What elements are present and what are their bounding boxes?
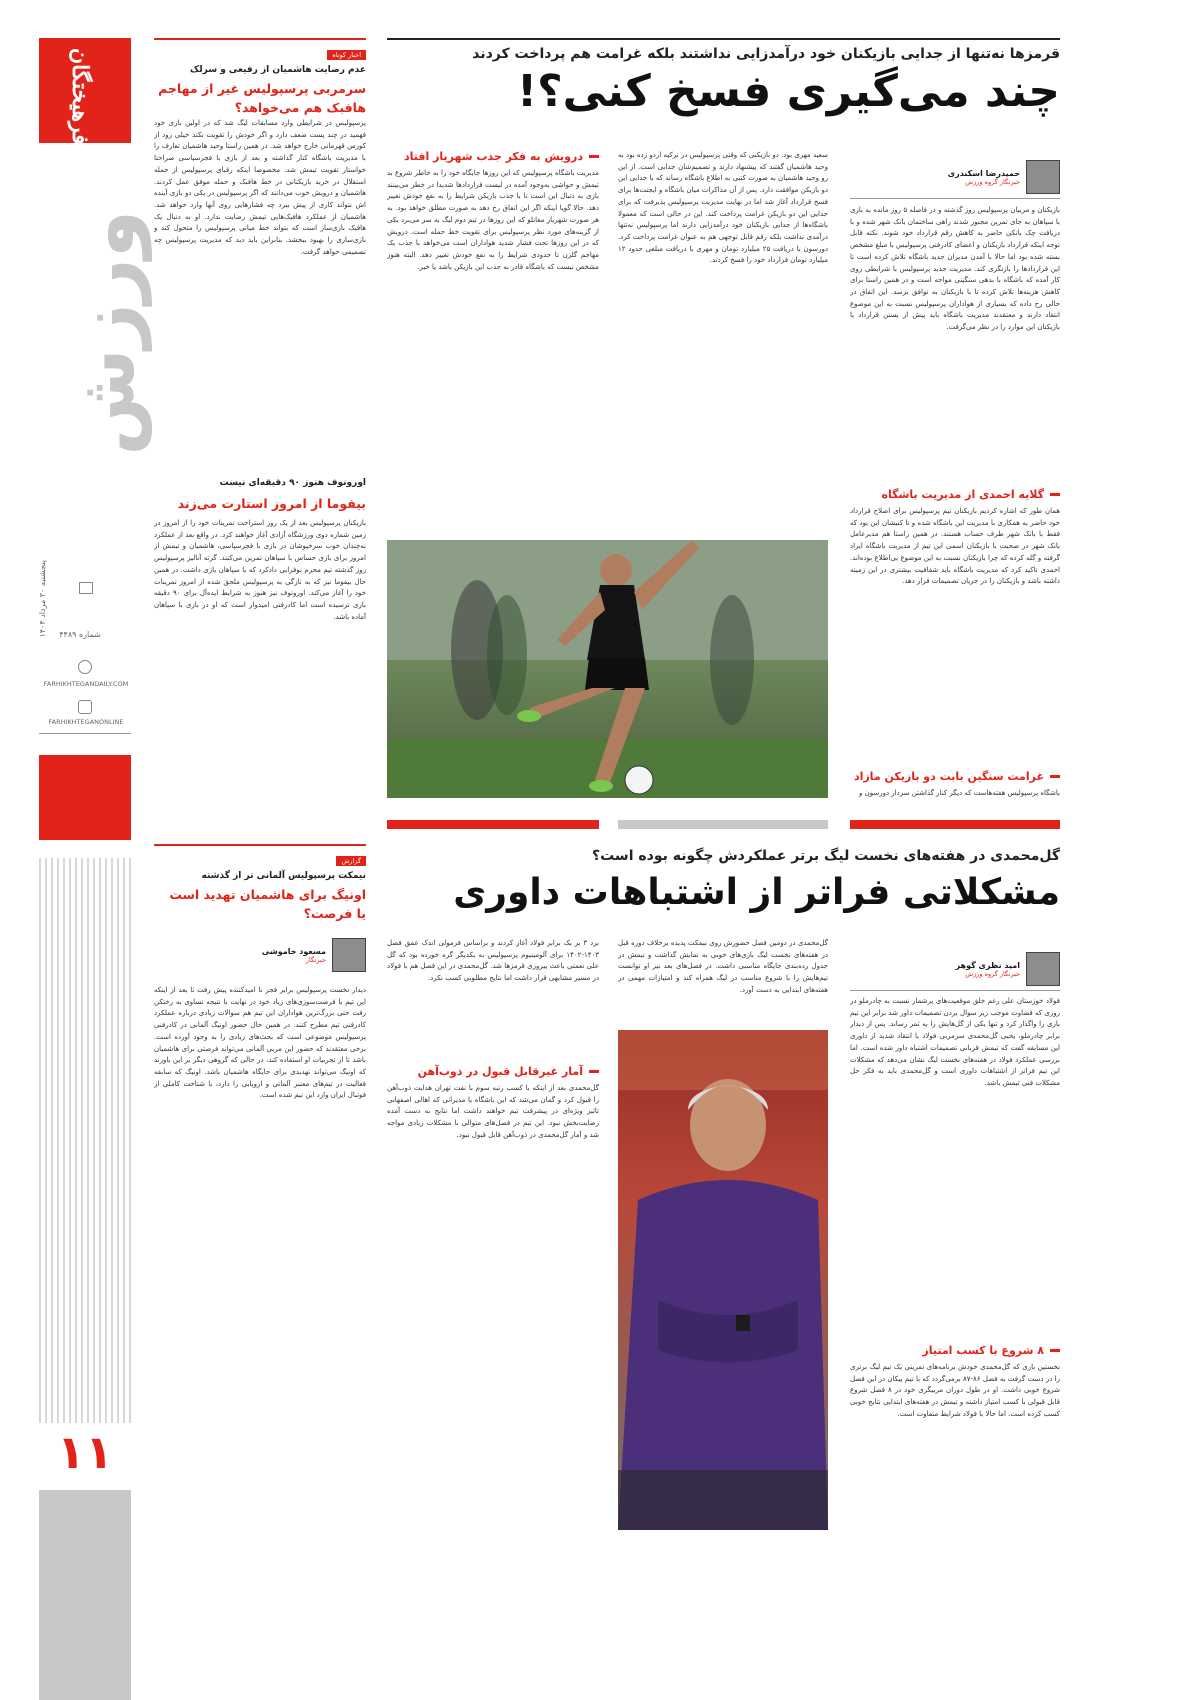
- lead-photo: [387, 540, 828, 798]
- issue-number: شماره ۴۴۸۹: [59, 630, 101, 639]
- sidebar-top-kicker: عدم رضایت هاشمیان از رفیعی و سرلک: [190, 65, 366, 75]
- second-col3-body: برد ۳ بر یک برابر فولاد آغاز کردند و براساس فرمولی اندک عمق فصل ۱۴۰۳-۱۴۰۲ برای آلومینیوم پرسپولیس به یکدیگر گره خورده بود که گل علی نعمتی باعث پیروزی قرمزها شد. گل‌محمدی در این فصل هم با فولاد در مسیر مشابهی قرار داشت اما نتایج مطلوبی کسب نکرد.: [387, 939, 599, 983]
- badge-news: اخبار کوتاه: [327, 50, 366, 60]
- sidebar-top-kicker-2: اورونوف هنوز ۹۰ دقیقه‌ای نیست: [219, 478, 366, 488]
- lead-author-role: خبرنگار گروه ورزش: [965, 177, 1020, 186]
- coach-photo: [618, 1030, 828, 1530]
- rail-divider: [39, 733, 131, 734]
- lead-top-rule: [387, 38, 1060, 40]
- sidebar-top-body-2: بازیکنان پرسپولیس بعد از یک روز استراحت تمرینات خود را از امروز در زمین شماره دوی ورزشگاه آزادی آغاز خواهند کرد. در واقع بعد از عملکرد نه‌چندان خوب سرخپوشان در بازی با فجرسپاسی، هاشمیان و تیمش از امروز برای بازی حساس با سپاهان تمرین می‌کنند. گرته آنالیز پرسپولیس روز گذشته تیم محرم نوفرایی دادکرد که با سپاهان بازی داشت. در همین حال بیفوما نیز که به تازگی به پرسپولیس ملحق شده از امروز تمرینات خود را آغاز می‌کند. اورونوف نیز هنوز به شرایط ایده‌آل برای ۹۰ دقیقه بازی نرسیده است اما کادرفنی امیدوار است که او در بازی با سپاهان آماده باشد.: [154, 519, 366, 621]
- rail-red-block: [39, 755, 131, 840]
- sidebar-top-title-1: سرمربی پرسپولیس غیر از مهاجم: [158, 81, 366, 96]
- second-author-avatar: [1026, 952, 1060, 986]
- lead-kicker: قرمزها نه‌تنها از جدایی بازیکنان خود درآمدزایی نداشتند بلکه غرامت هم پرداخت کردند: [472, 46, 1060, 62]
- sidebar-top-title-2: هافبک هم می‌خواهد؟: [234, 100, 366, 115]
- second-col1-subhead: [850, 1344, 1060, 1357]
- logo-block: [39, 38, 131, 143]
- lead-col1-subhead: [850, 488, 1060, 501]
- subhead-marker: [589, 155, 599, 158]
- calendar-icon: [79, 582, 93, 594]
- lead-title: چند می‌گیری فسخ کنی؟!: [517, 66, 1060, 117]
- badge-report: گزارش: [336, 856, 366, 866]
- section-label: ورزش: [62, 210, 152, 456]
- divider-bar-left: [387, 820, 599, 829]
- sidebar-top-body: پرسپولیس در شرایطی وارد مسابقات لیگ شد که در اولین بازی خود فهمید در چند پست ضعف دارد و اگر خودش را تقویت نکند خیلی زود از کورس قهرمانی خارج خواهد شد. در همین راستا وحید هاشمیان تعارف را با مدیریت باشگاه کنار گذاشته و بعد از بازی با فجرسپاسی صراحتا خواستار تقویت تیمش شد. مخصوصا اینکه رقبای پرسپولیس از جمله استقلال در خرید بازیکنانی در خط هافبک و حمله موفق عمل کردند. هاشمیان و درویش خوب می‌دانند که اگر پرسپولیس در یکی دو بازی آینده اش نتواند کاری از پیش ببرد چه فشارهایی روی آنها وارد خواهد شد. هاشمیان از عملکرد هافبک‌هایی تیمش رضایت ندارد. او به دنبال یک هافبک بازی‌ساز است که بتواند خط میانی پرسپولیس را متحول کند و بازی‌سازی را بهبود ببخشد. بنابراین باید دید که مدیریت پرسپولیس چه تصمیمی خواهد گرفت.: [154, 119, 366, 256]
- lead-col1-subhead-2-text: غرامت سنگین بابت دو بازیکن مازاد: [853, 770, 1044, 783]
- sidebar-top-title-3: بیفوما از امروز استارت می‌زند: [177, 496, 366, 511]
- lead-col1-body-3: باشگاه پرسپولیس هفته‌هاست که دیگر کنار گذاشتن سردار دورسون و: [858, 789, 1060, 797]
- coach-illustration: [618, 1030, 828, 1530]
- second-col2-body: گل‌محمدی در دومین فصل حضورش روی نیمکت پدیده برخلاف دوره قبل در هفته‌های نخست لیگ بازی‌های خوبی به نمایش گذاشت و تیمش در جدول رده‌بندی جایگاه مناسبی داشت. در فصل‌های بعد نیز او توانست تیم‌هایش را با شروع مناسب در لیگ همراه کند و امتیازات مهمی در هفته‌های ابتدایی به دست آورد.: [618, 939, 828, 994]
- lead-col2-body: سعید مهری بود. دو بازیکنی که وقتی پرسپولیس در ترکیه اردو زده بود به وحید هاشمیان گفتند که پیشنهاد دارند و تصمیم‌شان جدایی است. از این رو وحید هاشمیان به صورت کتبی به اطلاع باشگاه رساند که با جدایی این دو بازیکن موافقت دارد. پس از آن مذاکرات میان باشگاه و ایجنت‌ها برای فسخ قرارداد آغاز شد اما در نهایت مدیریت پرسپولیس پذیرفت که برای جدایی این دو بازیکن غرامت پرداخت کند. این در حالی است که معمولا باشگاه‌ها از جدایی بازیکنان خود درآمدزایی دارند اما پرسپولیس نه‌تنها درآمدی نداشت بلکه رقم قابل توجهی هم به عنوان غرامت پرداخت کرد. دورسون با دریافت ۲۵ میلیارد تومان و مهری با دریافت مبلغی حدود ۱۲ میلیارد تومان قرارداد خود را فسخ کردند.: [618, 151, 828, 265]
- sidebar-bottom-body: دیدار نخست پرسپولیس برابر فجر نا امیدکننده پیش رفت تا بعد از اینکه این تیم با فرصت‌سوزی‌های زیاد خود در نهایت با نتیجه تساوی به رختکن رفت حتی بزرگ‌ترین هواداران این تیم هم سوالات زیادی درباره عملکرد کادرفنی تیم مطرح کنند. در همین حال حضور اونیگ آلمانی در کادرفنی پرسپولیس موضوعی است که بحث‌های زیادی را به وجود آورده است. برخی معتقدند که حضور این مربی آلمانی می‌تواند فرصتی برای هاشمیان باشد تا از تجربیات او استفاده کند، در حالی که گروهی دیگر بر این باورند که اونیگ می‌تواند تهدیدی برای جایگاه هاشمیان باشد. اونیگ که سابقه فعالیت در تیم‌های معتبر آلمانی و اروپایی را دارد، با شناخت کاملی از فوتبال ایران وارد این تیم شده است.: [154, 986, 366, 1100]
- divider-bar-mid: [618, 820, 828, 829]
- second-author-rule: [850, 990, 1060, 991]
- lead-col1-body: بازیکنان و مربیان پرسپولیس روز گذشته و در فاصله ۵ روز مانده به بازی با سپاهان به جای تمرین مجبور شدند راهی ساختمان بانک شهر شده و با دریافت چک بانکی حاضر به کاهش رقم قرارداد خود شوند. نکته قابل توجه اینکه قرارداد بازیکنان و اعضای کادرفنی پرسپولیس با مبلغ مشخص بسته شده بود اما حالا با آمدن مدیران جدید باشگاه تلاش کرده است تا این قراردادها را بازنگری کند. مدیریت جدید پرسپولیس با شرایطی روی کار آمده که باشگاه با بدهی سنگینی مواجه است و در همین راستا برای کاهش هزینه‌ها تلاش کرده تا با بازیکنان به توافق برسد. این اتفاق در حالی رخ داده که بسیاری از هواداران پرسپولیس نسبت به این موضوع انتقاد دارند و معتقدند مدیریت باشگاه باید پیش از بستن قرارداد با بازیکنان این موارد را در نظر می‌گرفت.: [850, 206, 1060, 332]
- lead-col1-body-2: همان طور که اشاره کردیم بازیکنان تیم پرسپولیس برای اصلاح قرارداد خود حاضر به همکاری با مدیریت این باشگاه شده و تا کنیشان این بود که فقط با بانک شهر طرف حساب هستند. در همین راستا هم مدیرعامل بانک شهر در صحبت با بازیکنان اسمی این تیم از مدیریت باشگاه ایراد گرفته و گله کرده که چرا بازیکنان نسبت به این موضوع بی‌اطلاع بوده‌اند. احمدی تاکید کرد که مدیریت باشگاه باید شفافیت بیشتری در این زمینه داشته باشد و بازیکنان را در جریان تصمیمات قرار دهد.: [850, 507, 1060, 586]
- lead-col1-subhead-2: [850, 770, 1060, 783]
- website[interactable]: FARHIKHTEGANDAILY.COM: [43, 680, 129, 688]
- lead-col3-body: مدیریت باشگاه پرسپولیس که این روزها جایگاه خود را به خاطر شروع بد تیمش و حواشی به‌وجود آمده در لیست قراردادها شدیدا در خطر می‌بینند بازی به دنبال این است تا با جذب بازیکن شرایط را به نفع خودش تغییر دهد. حالا گویا اینکه اگر این اتفاق رخ دهد به صورت مطلق خواهد بود. به هر صورت شهریار مغانلو که این روزها در تیم دوم لیگ به سر می‌برد یکی از گزینه‌های مورد نظر پرسپولیس برای تقویت خط حمله است. درویش که در این روزها تحت فشار شدید هواداران است می‌خواهد با جذب یک مهاجم گلزن تا حدودی شرایط را به نفع خودش تغییر دهد. البته هنوز مشخص نیست که باشگاه قادر به جذب این بازیکن باشد یا خیر.: [387, 169, 599, 271]
- globe-icon: [78, 660, 92, 674]
- sidebar-bottom-author-avatar: [332, 938, 366, 972]
- rail-bottom-block: [39, 1490, 131, 1700]
- subhead-marker: [589, 1070, 599, 1073]
- lead-author-name: حمیدرضا اسکندری: [947, 168, 1020, 178]
- sidebar-bottom-title-2: یا فرصت؟: [303, 906, 366, 921]
- date: پنجشنبه ۳۰ مرداد ۱۴۰۴: [38, 560, 47, 638]
- lead-col3-subhead: [387, 150, 599, 163]
- sidebar-bottom-rule: [154, 844, 366, 846]
- second-author-name: امید نظری گوهر: [955, 960, 1020, 970]
- rail-stripes: [39, 858, 131, 1423]
- second-author-role: خبرنگار گروه ورزش: [965, 969, 1020, 978]
- sidebar-bottom-kicker: نیمکت پرسپولیس آلمانی تر از گذشته: [201, 871, 366, 881]
- subhead-marker: [1050, 493, 1060, 496]
- second-kicker: گل‌محمدی در هفته‌های نخست لیگ برتر عملکردش چگونه بوده است؟: [591, 848, 1060, 864]
- lead-author-avatar: [1026, 160, 1060, 194]
- second-col3-body-2: گل‌محمدی بعد از اینکه با کسب رتبه سوم با نفت تهران هدایت ذوب‌آهن را قبول کرد و گمان می‌شد که این باشگاه با مدیرانی که اهالی اصفهانی تاثیر ویژه‌ای در پیشرفت تیم خواهند داشت اما نتایج به دست آمده رضایت‌بخش نبود. این تیم در فصل‌های متوالی با مشکلات زیادی مواجه شد و آمار گل‌محمدی در ذوب‌آهن قابل قبول نبود.: [387, 1084, 599, 1139]
- subhead-marker: [1050, 1349, 1060, 1352]
- social-handle[interactable]: FARHIKHTEGANONLINE: [48, 718, 124, 726]
- sidebar-bottom-author-name: مسعود خاموشی: [261, 946, 326, 956]
- second-col1-body: فولاد خوزستان علی رغم خلق موقعیت‌های پرشمار نسبت به چادرملو در روزی که قضاوت موجب زیر سوال بردن تصمیمات داور شد برابر این تیم بازی را واگذار کرد و تنها یکی از گل‌هایش را به ثمر رساند. پس از دیدار برابر چادرملو، یحیی گل‌محمدی سرمربی فولاد با انتقاد شدید از داوری این مسابقه گفت که تیمش قربانی تصمیمات اشتباه داور شده است. اما بررسی عملکرد فولاد در هفته‌های نخست لیگ نشان می‌دهد که مشکلات این تیم فراتر از اشتباهات داوری است و گل‌محمدی باید به فکر حل مشکلات فنی تیمش باشد.: [850, 997, 1060, 1087]
- sidebar-bottom-title-1: اونیگ برای هاشمیان تهدید است: [169, 887, 366, 902]
- subhead-marker: [1050, 775, 1060, 778]
- lead-author: [850, 160, 1060, 194]
- logo: فرهیختگان: [67, 48, 93, 145]
- second-col1-subhead-text: ۸ شروع با کسب امتیاز: [922, 1344, 1044, 1357]
- divider-bar-right: [850, 820, 1060, 829]
- sidebar-top-rule: [154, 38, 366, 40]
- second-col1-body-2: نخستین باری که گل‌محمدی خودش برنامه‌های تمرینی یک تیم لیگ برتری را در دست گرفت به فصل ۸۶-۸۷ برمی‌گردد که با تیم پیکان در این فصل شروع خوبی داشت. او در طول دوران مربیگری خود در ۸ فصل شروع قابل قبولی با کسب امتیاز داشته و تیمش در هفته‌های ابتدایی نتایج خوبی کسب کرده است. اما حالا با فولاد شرایط متفاوت است.: [850, 1363, 1060, 1418]
- second-author: [850, 952, 1060, 986]
- second-col3-subhead: [387, 1065, 599, 1078]
- second-col3-subhead-text: آمار غیرقابل قبول در ذوب‌آهن: [417, 1065, 583, 1078]
- sidebar-bottom-author: [154, 938, 366, 972]
- social-icon: [78, 700, 92, 714]
- player-illustration: [387, 540, 828, 798]
- page-number: ۱۱: [56, 1425, 114, 1479]
- sidebar-bottom-author-role: خبرنگار: [305, 955, 326, 964]
- second-title: مشکلاتی فراتر از اشتباهات داوری: [453, 872, 1060, 913]
- lead-col3-subhead-text: درویش به فکر جذب شهریار افتاد: [404, 150, 583, 163]
- lead-col1-subhead-text: گلایه احمدی از مدیریت باشگاه: [881, 488, 1044, 501]
- lead-author-rule: [850, 198, 1060, 199]
